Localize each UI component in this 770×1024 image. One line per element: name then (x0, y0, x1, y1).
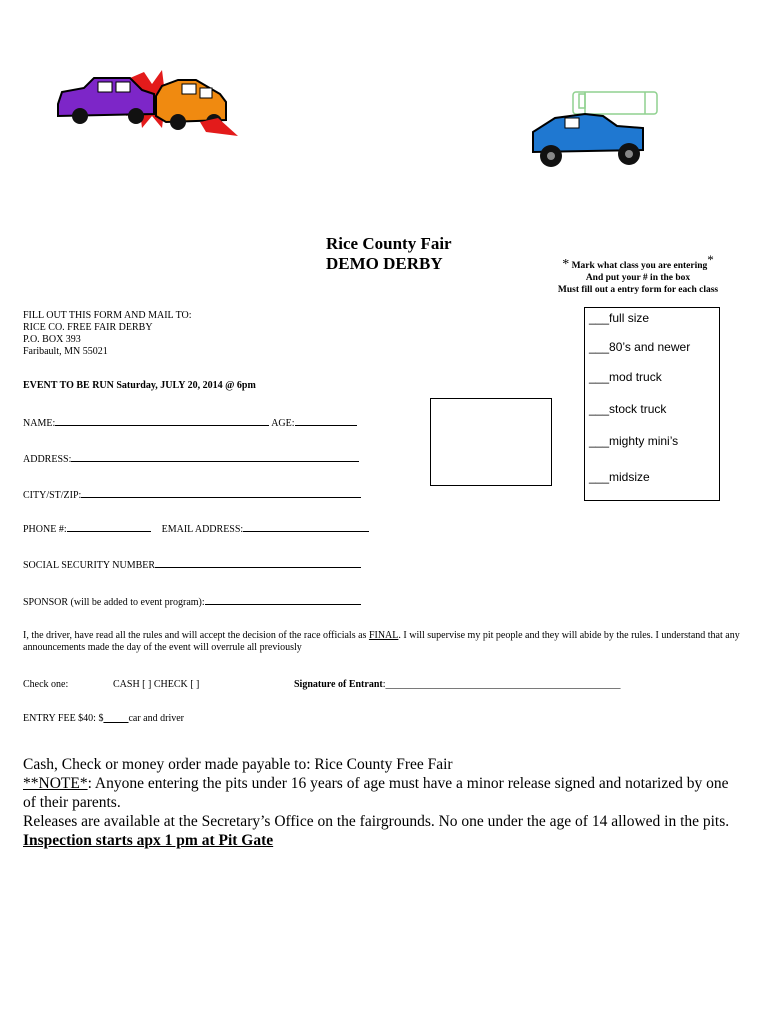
class-option-stock-truck[interactable]: ___stock truck (589, 402, 667, 416)
class-option-80s-and-newer[interactable]: ___80’s and newer (589, 340, 691, 354)
minor-release-note (23, 774, 743, 812)
ssn-field[interactable] (155, 558, 361, 568)
age-field[interactable] (295, 416, 357, 426)
class-option-mod-truck[interactable]: ___mod truck (589, 370, 662, 384)
mailing-line-1: FILL OUT THIS FORM AND MAIL TO: (23, 310, 192, 321)
entry-fee-suffix: car and driver (128, 713, 184, 724)
blue-pickup (533, 114, 643, 167)
car-number-box[interactable] (430, 398, 552, 486)
mailing-line-3: P.O. BOX 393 (23, 334, 81, 345)
class-option-midsize[interactable]: ___midsize (589, 470, 650, 484)
phone-label: PHONE #: (23, 524, 67, 535)
page-title (326, 234, 452, 274)
entry-fee-blank[interactable]: _____ (103, 713, 129, 724)
event-date: EVENT TO BE RUN Saturday, JULY 20, 2014 @ 6pm (23, 380, 256, 391)
mailing-address (23, 310, 192, 358)
class-selection-box (584, 307, 720, 501)
name-field[interactable] (55, 416, 269, 426)
address-row (23, 452, 359, 466)
sponsor-row (23, 595, 361, 609)
city-row (23, 488, 361, 502)
agreement-part-1: I, the driver, have read all the rules and will accept the decision of the race officials as (23, 630, 369, 641)
entry-fee-row (23, 713, 184, 725)
city-label: CITY/ST/ZIP: (23, 490, 82, 501)
address-label: ADDRESS: (23, 454, 72, 465)
agreement-final: FINAL (368, 630, 399, 641)
payment-method-options[interactable]: CASH [ ] CHECK [ ] (113, 679, 200, 690)
class-instructions (520, 254, 756, 296)
inspection-note: Inspection starts apx 1 pm at Pit Gate (23, 832, 274, 849)
name-label: NAME: (23, 418, 56, 429)
title-line-1: Rice County Fair (326, 234, 452, 253)
check-one-label: Check one: (23, 679, 69, 690)
instruction-line-2: And put your # in the box (585, 273, 691, 284)
signature-row (294, 679, 621, 691)
note-prefix: **NOTE* (23, 775, 88, 792)
pickup-truck-illustration (525, 84, 665, 184)
driver-agreement (23, 630, 743, 654)
phone-email-row (23, 522, 369, 536)
signature-label: Signature of Entrant (294, 679, 383, 690)
payable-to-note: Cash, Check or money order made payable to: Rice County Free Fair (23, 756, 453, 773)
crashing-cars-illustration (50, 66, 240, 138)
payment-notes (23, 755, 743, 850)
phone-field[interactable] (67, 522, 151, 532)
age-label: AGE: (271, 418, 295, 429)
city-field[interactable] (81, 488, 361, 498)
instruction-line-1: Mark what class you are entering (571, 261, 708, 272)
agreement-part-2: . I will supervise my pit people and they will abide by the rules. I understand that any announcements made the day of the event will overrule all previously (23, 630, 740, 653)
trailer (573, 92, 657, 114)
entry-fee-label: ENTRY FEE $40: $ (23, 713, 104, 724)
mailing-line-2: RICE CO. FREE FAIR DERBY (23, 322, 153, 333)
email-label: EMAIL ADDRESS: (161, 524, 244, 535)
name-age-row (23, 416, 357, 430)
ssn-row (23, 558, 361, 572)
star-left: * (562, 257, 570, 273)
sponsor-label: SPONSOR (will be added to event program): (23, 597, 205, 608)
instruction-line-3: Must fill out a entry form for each class (557, 285, 719, 296)
star-right: * (707, 252, 714, 267)
class-option-full-size[interactable]: ___full size (589, 311, 650, 325)
class-option-mighty-minis[interactable]: ___mighty mini’s (589, 434, 679, 448)
title-line-2: DEMO DERBY (326, 254, 443, 273)
releases-note: Releases are available at the Secretary’s Office on the fairgrounds. No one under the age of 14 allowed in the pits. (23, 813, 730, 830)
email-field[interactable] (243, 522, 369, 532)
signature-field[interactable]: :_______________________________________________ (382, 679, 621, 690)
address-field[interactable] (71, 452, 359, 462)
sponsor-field[interactable] (205, 595, 361, 605)
mailing-line-4: Faribault, MN 55021 (23, 346, 108, 357)
note-text: : Anyone entering the pits under 16 years of age must have a minor release signed and notarized by one of their parents. (23, 775, 729, 811)
ssn-label: SOCIAL SECURITY NUMBER (23, 560, 156, 571)
